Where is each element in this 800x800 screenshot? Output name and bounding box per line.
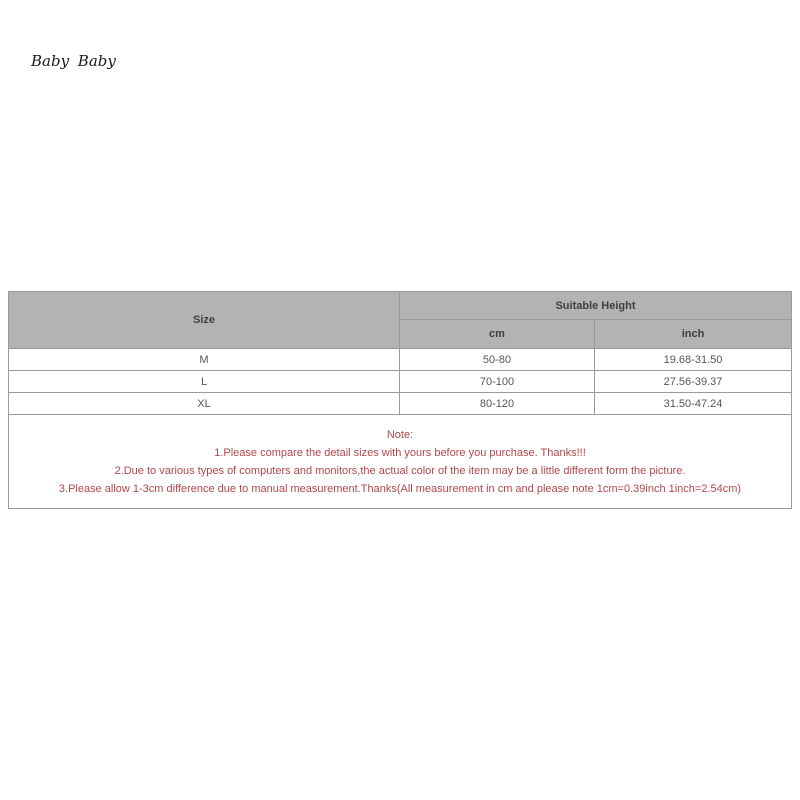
table-row — [9, 393, 792, 415]
cm-cell: 70-100 — [400, 371, 595, 393]
size-cell: L — [9, 371, 400, 393]
suitable-height-header: Suitable Height — [400, 292, 792, 320]
inch-cell: 31.50-47.24 — [595, 393, 792, 415]
note-line: 3.Please allow 1-3cm difference due to manual measurement.Thanks(All measurement in cm and please note 1cm=0.39inch 1inch=2.54cm) — [58, 482, 742, 495]
cm-cell: 80-120 — [400, 393, 595, 415]
note-title: Note: — [386, 428, 414, 441]
table-row — [9, 371, 792, 393]
cm-cell: 50-80 — [400, 349, 595, 371]
notes-section — [9, 415, 792, 509]
size-header: Size — [9, 292, 400, 349]
inch-header: inch — [595, 320, 792, 349]
note-line: 2.Due to various types of computers and monitors,the actual color of the item may be a little different form the picture. — [114, 464, 686, 477]
size-chart-table — [8, 291, 792, 509]
inch-cell: 27.56-39.37 — [595, 371, 792, 393]
size-cell: M — [9, 349, 400, 371]
note-line: 1.Please compare the detail sizes with yours before you purchase. Thanks!!! — [214, 446, 586, 459]
inch-cell: 19.68-31.50 — [595, 349, 792, 371]
size-cell: XL — [9, 393, 400, 415]
brand-logo: Baby Baby — [31, 52, 116, 70]
table-row — [9, 349, 792, 371]
cm-header: cm — [400, 320, 595, 349]
